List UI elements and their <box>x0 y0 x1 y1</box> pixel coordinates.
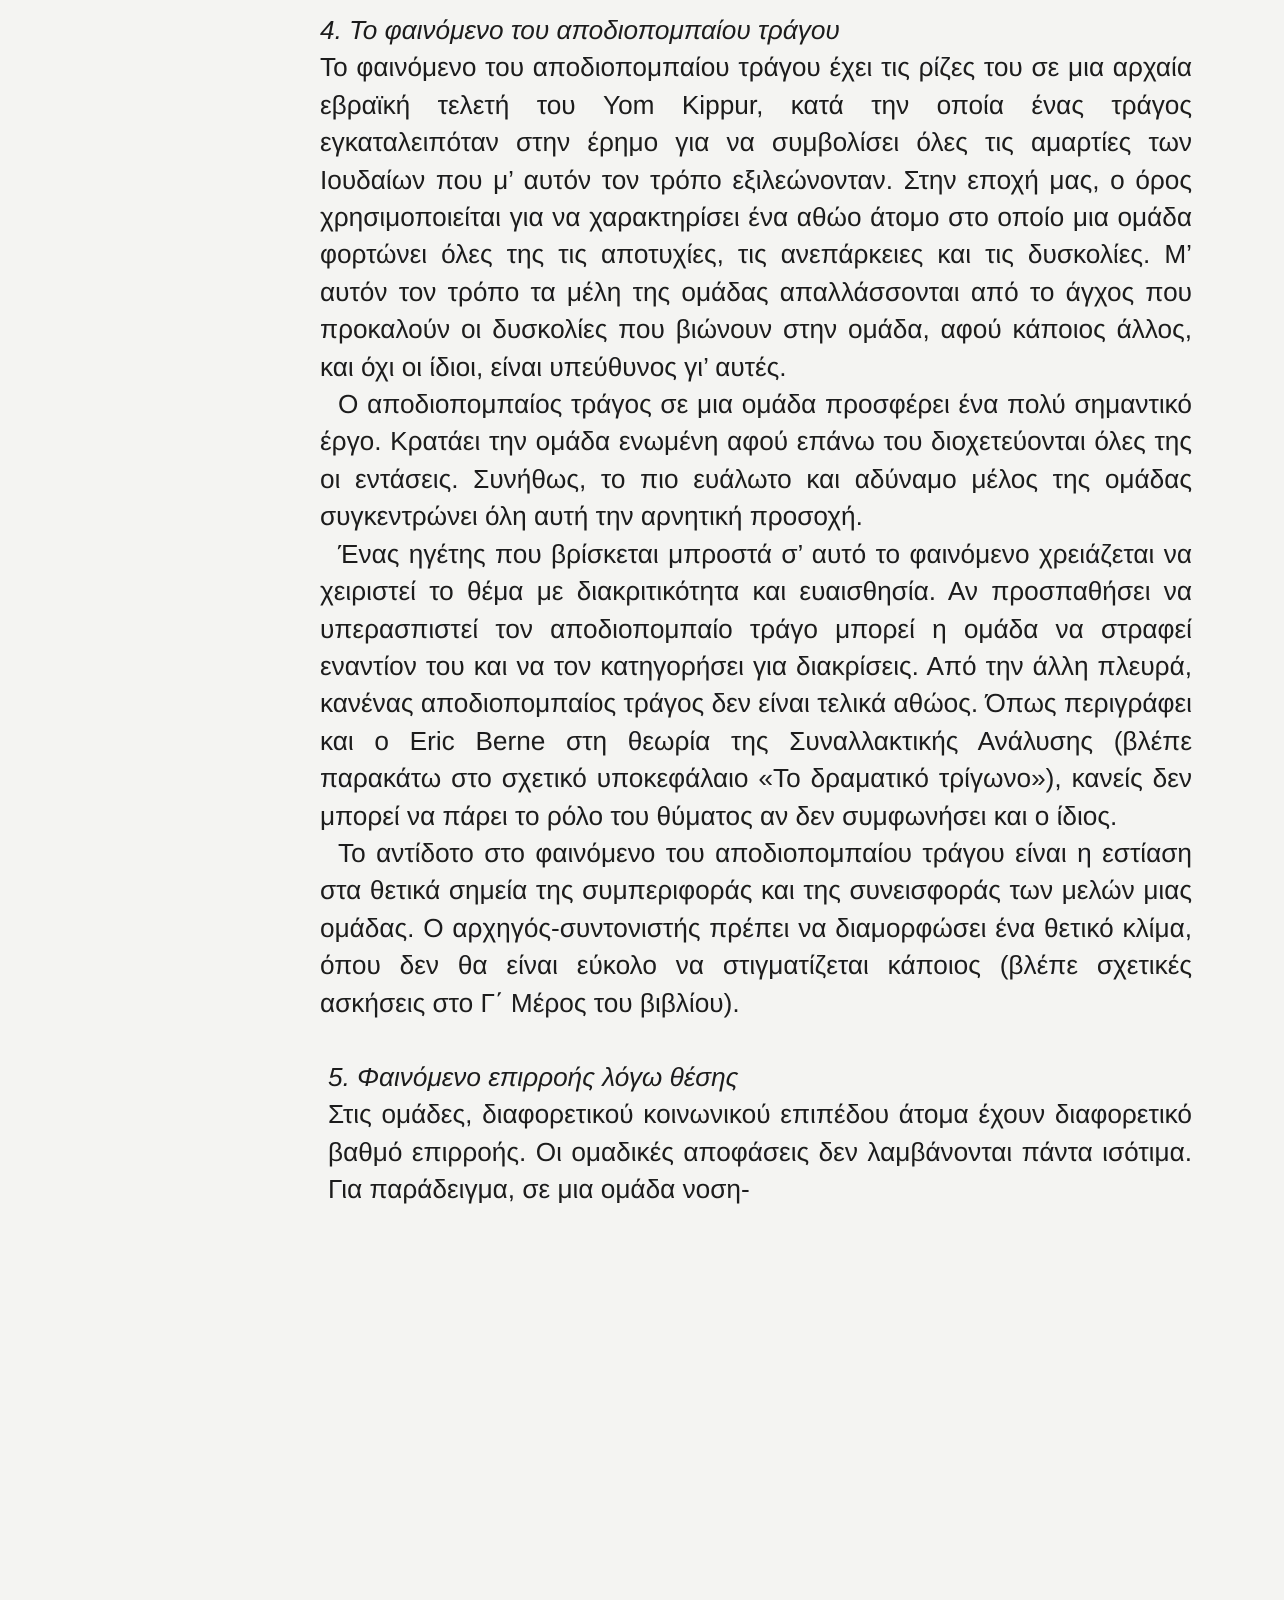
text-column <box>320 12 1192 1209</box>
section-5-heading: 5. Φαινόμενο επιρροής λόγω θέσης <box>328 1061 739 1092</box>
section-4-paragraph-3: Ένας ηγέτης που βρίσκεται μπροστά σ’ αυτό το φαινόμενο χρειάζεται να χειριστεί το θέμα με διακριτικότητα και ευαισθησία. Αν προσπαθήσει να υπερασπιστεί τον αποδιοπομπαίο τράγο μπορεί η ομάδα να στραφεί εναντίον του και να τον κατηγορήσει για διακρίσεις. Από την άλλη πλευρά, κανένας αποδιοπομπαίος τράγος δεν είναι τελικά αθώος. Όπως περιγράφει και ο Eric Berne στη θεωρία της Συναλλακτικής Ανάλυσης (βλέπε παρακάτω στο σχετικό υποκεφάλαιο «Το δραματικό τρίγωνο»), κανείς δεν μπορεί να πάρει το ρόλο του θύματος αν δεν συμφωνήσει και ο ίδιος. <box>320 538 1192 831</box>
section-4-paragraph-4: Το αντίδοτο στο φαινόμενο του αποδιοπομπαίου τράγου είναι η εστίαση στα θετικά σημεία της συμπεριφοράς και της συνεισφοράς των μελών μιας ομάδας. Ο αρχηγός-συντονιστής πρέπει να διαμορφώσει ένα θετικό κλίμα, όπου δεν θα είναι εύκολο να στιγματίζεται κάποιος (βλέπε σχετικές ασκήσεις στο Γ΄ Μέρος του βιβλίου). <box>320 837 1192 1018</box>
section-4-paragraph-2: Ο αποδιοπομπαίος τράγος σε μια ομάδα προσφέρει ένα πολύ σημαντικό έργο. Κρατάει την ομάδα ενωμένη αφού επάνω του διοχετεύονται όλες της οι εντάσεις. Συνήθως, το πιο ευάλωτο και αδύναμο μέλος της ομάδας συγκεντρώνει όλη αυτή την αρνητική προσοχή. <box>320 389 1192 532</box>
section-4-paragraph-1: Το φαινόμενο του αποδιοπομπαίου τράγου έχει τις ρίζες του σε μια αρχαία εβραϊκή τελετή του Yom Kippur, κατά την οποία ένας τράγος εγκαταλειπόταν στην έρημο για να συμβολίσει όλες τις αμαρτίες των Ιουδαίων που μ’ αυτόν τον τρόπο εξιλεώνονταν. Στην εποχή μας, ο όρος χρησιμοποιείται για να χαρακτηρίσει ένα αθώο άτομο στο οποίο μια ομάδα φορτώνει όλες της τις αποτυχίες, τις ανεπάρκειες και τις δυσκολίες. Μ’ αυτόν τον τρόπο τα μέλη της ομάδας απαλλάσσονται από το άγχος που προκαλούν οι δυσκολίες που βιώνουν στην ομάδα, αφού κάποιος άλλος, και όχι οι ίδιοι, είναι υπεύθυνος γι’ αυτές. <box>320 52 1192 382</box>
section-5-paragraph-1: Στις ομάδες, διαφορετικού κοινωνικού επιπέδου άτομα έχουν διαφορετικό βαθμό επιρροής. Οι ομαδικές αποφάσεις δεν λαμβάνονται πάντα ισότιμα. Για παράδειγμα, σε μια ομάδα νοση- <box>328 1099 1192 1205</box>
section-4-heading: 4. Το φαινόμενο του αποδιοπομπαίου τράγου <box>320 15 840 45</box>
